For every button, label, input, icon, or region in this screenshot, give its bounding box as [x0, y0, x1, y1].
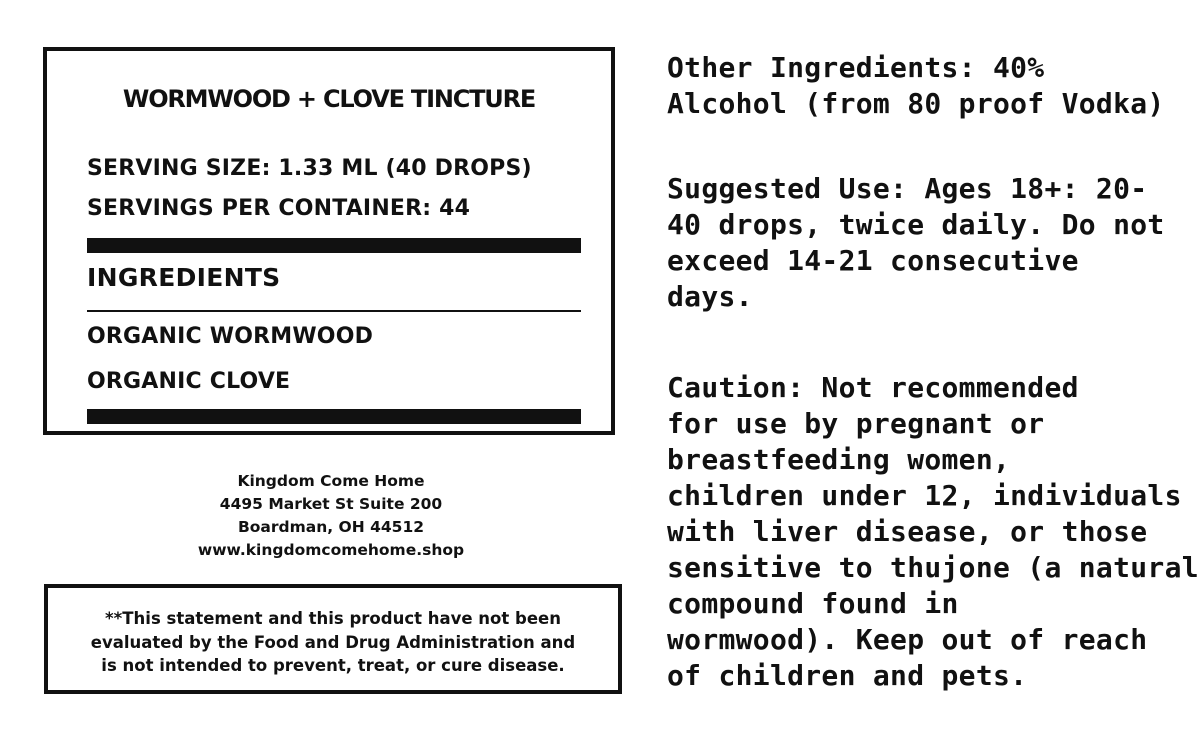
product-title: WORMWOOD + CLOVE TINCTURE	[122, 85, 536, 113]
thin-divider	[87, 310, 581, 312]
website-link: www.kingdomcomehome.shop	[197, 541, 465, 559]
caution-line: children under 12, individuals	[667, 479, 1182, 512]
disclaimer-line: **This statement and this product have not been	[105, 609, 561, 628]
disclaimer-line: evaluated by the Food and Drug Administration and	[90, 632, 576, 652]
supplement-facts-box	[43, 47, 615, 435]
caution-line: Caution: Not recommended	[667, 371, 1079, 404]
ingredients-heading: INGREDIENTS	[87, 263, 281, 292]
ingredient-item: ORGANIC CLOVE	[87, 369, 291, 394]
suggested-use-line: exceed 14-21 consecutive	[667, 244, 1079, 277]
other-ingredients-line: Alcohol (from 80 proof Vodka)	[667, 87, 1165, 120]
disclaimer-line: is not intended to prevent, treat, or cure disease.	[101, 656, 565, 675]
servings-per-container: SERVINGS PER CONTAINER: 44	[87, 196, 471, 221]
city-state-zip: Boardman, OH 44512	[237, 518, 425, 536]
other-ingredients-section	[667, 50, 1187, 122]
caution-line: sensitive to thujone (a natural	[667, 551, 1199, 584]
company-address	[43, 470, 619, 562]
thick-divider-bottom	[87, 409, 581, 424]
ingredient-item: ORGANIC WORMWOOD	[87, 324, 374, 349]
suggested-use-section	[667, 171, 1187, 315]
serving-size: SERVING SIZE: 1.33 ML (40 DROPS)	[87, 156, 532, 181]
suggested-use-line: Suggested Use: Ages 18+: 20-	[667, 172, 1148, 205]
suggested-use-line: 40 drops, twice daily. Do not	[667, 208, 1165, 241]
caution-line: compound found in	[667, 587, 959, 620]
caution-line: with liver disease, or those	[667, 515, 1148, 548]
company-name: Kingdom Come Home	[237, 472, 425, 490]
caution-line: of children and pets.	[667, 659, 1028, 692]
caution-line: wormwood). Keep out of reach	[667, 623, 1148, 656]
caution-line: breastfeeding women,	[667, 443, 1011, 476]
other-ingredients-line: Other Ingredients: 40%	[667, 51, 1045, 84]
suggested-use-line: days.	[667, 280, 753, 313]
street-address: 4495 Market St Suite 200	[219, 495, 443, 513]
caution-line: for use by pregnant or	[667, 407, 1045, 440]
thick-divider-top	[87, 238, 581, 253]
caution-section	[667, 370, 1199, 694]
fda-disclaimer-box	[44, 584, 622, 694]
